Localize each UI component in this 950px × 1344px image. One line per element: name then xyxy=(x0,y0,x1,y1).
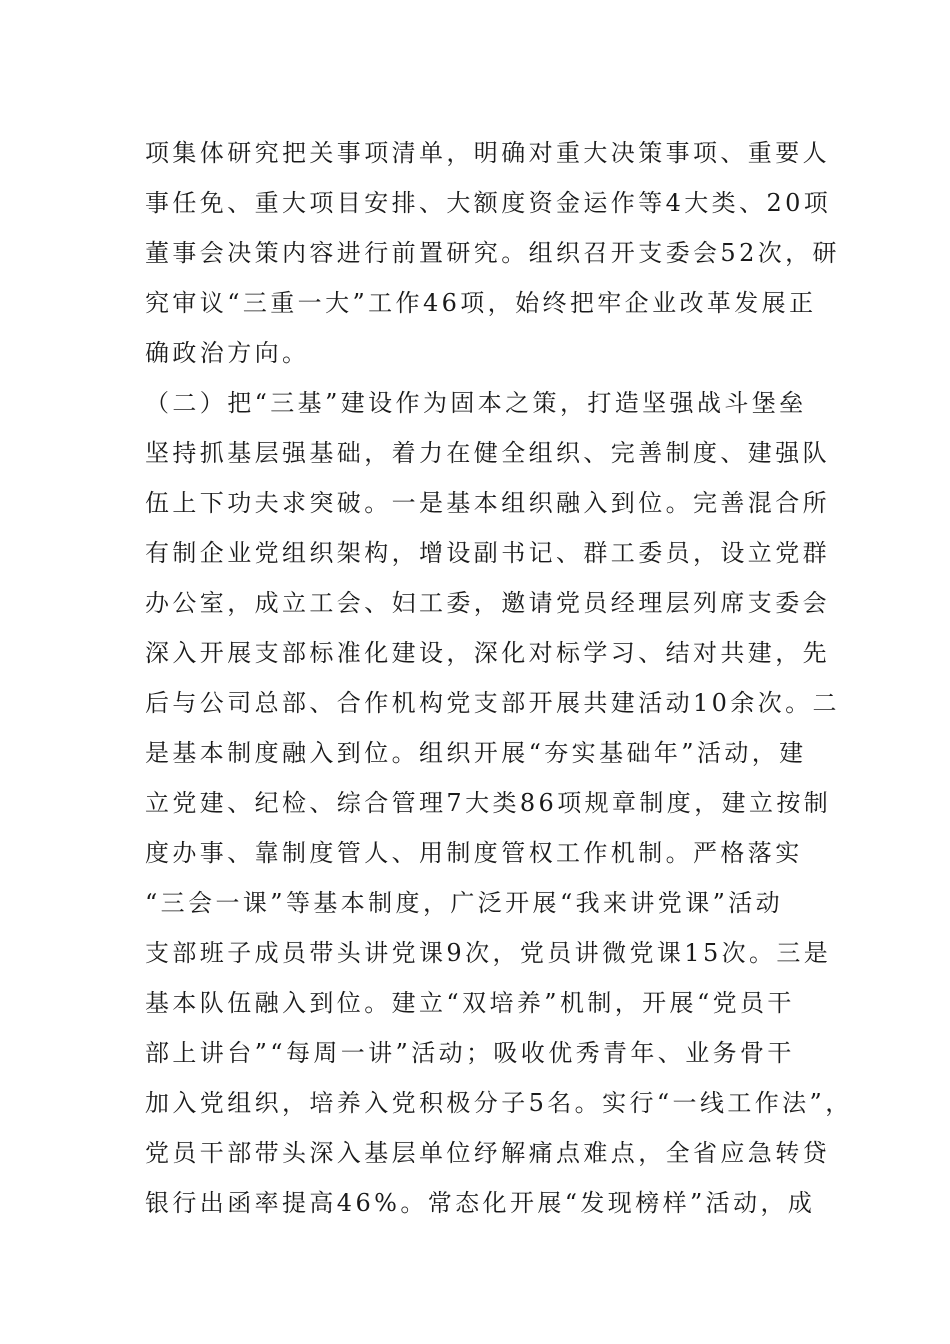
text-line: 项集体研究把关事项清单，明确对重大决策事项、重要人 xyxy=(145,139,830,167)
text-line: 办公室，成立工会、妇工委，邀请党员经理层列席支委会 xyxy=(145,589,830,617)
text-line: 有制企业党组织架构，增设副书记、群工委员，设立党群 xyxy=(145,539,830,567)
text-line: 是基本制度融入到位。组织开展“夯实基础年”活动，建 xyxy=(145,739,807,767)
text-line: 支部班子成员带头讲党课9次，党员讲微党课15次。三是 xyxy=(145,939,832,967)
text-line: 事任免、重大项目安排、大额度资金运作等4大类、20项 xyxy=(145,189,832,217)
text-line: 深入开展支部标准化建设，深化对标学习、结对共建，先 xyxy=(145,639,830,667)
text-line: 坚持抓基层强基础，着力在健全组织、完善制度、建强队 xyxy=(145,439,830,467)
text-line: “三会一课”等基本制度，广泛开展“我来讲党课”活动 xyxy=(145,889,784,917)
document-body xyxy=(145,128,853,1228)
text-line: 度办事、靠制度管人、用制度管权工作机制。严格落实 xyxy=(145,839,803,867)
text-line: 加入党组织，培养入党积极分子5名。实行“一线工作法”， xyxy=(145,1089,853,1117)
text-line: 董事会决策内容进行前置研究。组织召开支委会52次，研 xyxy=(145,239,840,267)
text-line: 党员干部带头深入基层单位纾解痛点难点，全省应急转贷 xyxy=(145,1139,830,1167)
text-line: 立党建、纪检、综合管理7大类86项规章制度，建立按制 xyxy=(145,789,832,817)
text-line: 后与公司总部、合作机构党支部开展共建活动10余次。二 xyxy=(145,689,840,717)
text-line: 伍上下功夫求突破。一是基本组织融入到位。完善混合所 xyxy=(145,489,830,517)
text-line: 基本队伍融入到位。建立“双培养”机制，开展“党员干 xyxy=(145,989,795,1017)
text-line: 部上讲台”“每周一讲”活动；吸收优秀青年、业务骨干 xyxy=(145,1039,795,1067)
text-line: 究审议“三重一大”工作46项，始终把牢企业改革发展正 xyxy=(145,289,817,317)
section-heading: （二）把“三基”建设作为固本之策，打造坚强战斗堡垒 xyxy=(145,389,807,417)
text-line: 银行出函率提高46%。常态化开展“发现榜样”活动，成 xyxy=(145,1189,816,1217)
text-line: 确政治方向。 xyxy=(145,339,310,367)
